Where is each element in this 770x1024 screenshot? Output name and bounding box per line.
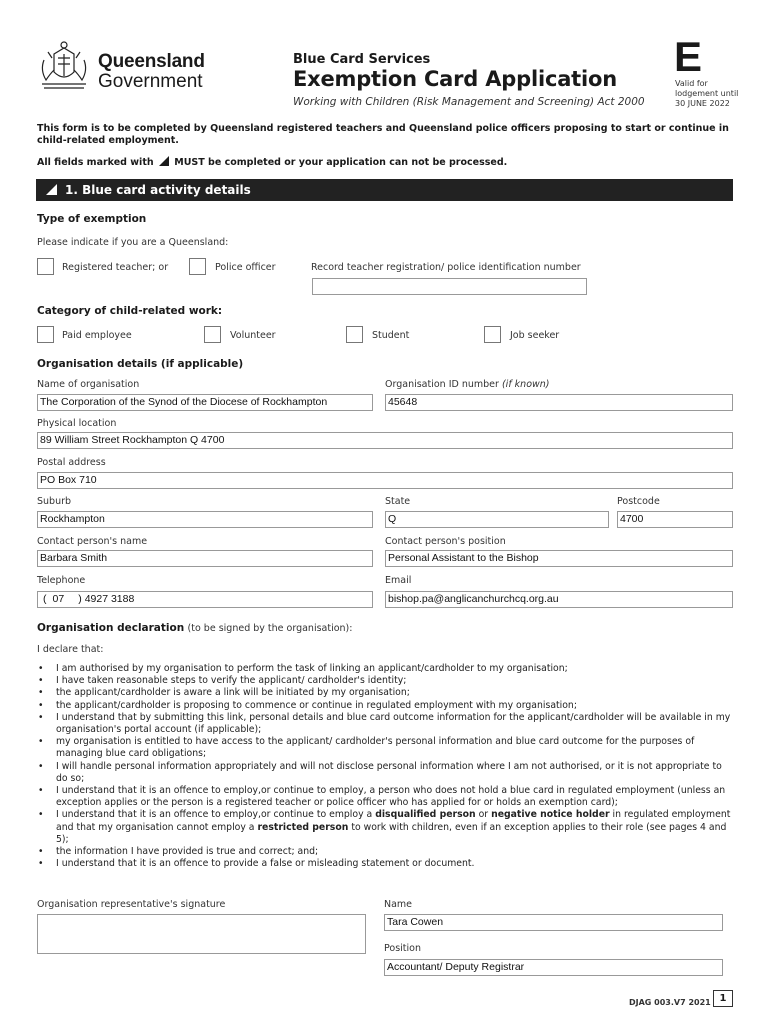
paid-employee-label: Paid employee: [62, 330, 132, 341]
telephone-label: Telephone: [37, 575, 86, 586]
valid-until: Valid for lodgement until 30 JUNE 2022: [675, 79, 739, 108]
item9-text-e: in regulated employment and that my organisation cannot employ a: [56, 809, 731, 833]
rep-position-input[interactable]: Accountant/ Deputy Registrar: [384, 959, 723, 976]
registration-label: Record teacher registration/ police identification number: [311, 262, 581, 273]
item9-text-a: I understand that it is an offence to employ,or continue to employ a: [56, 809, 376, 821]
mandatory-marker-icon: [46, 184, 57, 195]
list-item: • I understand that it is an offence to employ,or continue to employ, a person who does not hold a blue card in regulated employment (unless an exception applies or the person is a registered teacher or police officer who has applied for or holds an exemption card);: [36, 785, 736, 809]
coat-of-arms-icon: [36, 40, 92, 96]
state-input[interactable]: Q: [385, 511, 609, 528]
page-title: Exemption Card Application: [293, 67, 618, 91]
org-id-label: [385, 379, 550, 390]
mandatory-prefix: All fields marked with: [37, 157, 154, 168]
item9-bold-d: negative notice holder: [491, 809, 610, 821]
email-label: Email: [385, 575, 412, 586]
intro-text: This form is to be completed by Queensland registered teachers and Queensland police officers proposing to start or continue in child-related employment.: [37, 123, 729, 146]
exemption-heading: Type of exemption: [37, 213, 147, 225]
exemption-prompt: Please indicate if you are a Queensland:: [37, 237, 229, 248]
list-item: [36, 809, 736, 846]
declaration-heading: [37, 622, 352, 634]
suburb-input[interactable]: Rockhampton: [37, 511, 373, 528]
list-item: • the applicant/cardholder is aware a link will be initiated by my organisation;: [36, 687, 736, 699]
contact-name-label: Contact person's name: [37, 536, 148, 547]
contact-position-label: Contact person's position: [385, 536, 506, 547]
list-item: • I understand that it is an offence to provide a false or misleading statement or document.: [36, 858, 736, 870]
item9-bold-f: restricted person: [257, 821, 349, 833]
category-heading: Category of child-related work:: [37, 305, 223, 317]
mandatory-marker-icon: [159, 156, 169, 166]
telephone-input[interactable]: [37, 591, 373, 608]
list-item: • the information I have provided is true and correct; and;: [36, 846, 736, 858]
mandatory-suffix: MUST be completed or your application can not be processed.: [174, 157, 508, 168]
email-input[interactable]: bishop.pa@anglicanchurchcq.org.au: [385, 591, 733, 608]
teacher-label: Registered teacher; or: [62, 262, 169, 273]
declaration-title: Organisation declaration: [37, 622, 185, 634]
state-label: State: [385, 496, 411, 507]
student-label: Student: [372, 330, 410, 341]
org-name-input[interactable]: The Corporation of the Synod of the Diocese of Rockhampton: [37, 394, 373, 411]
list-item: • I understand that by submitting this link, personal details and blue card outcome information for the applicant/cardholder will be available in my organisation's portal account (if applicable);: [36, 712, 736, 736]
mandatory-note: [37, 156, 507, 168]
item9-text-c: or: [475, 809, 492, 821]
telephone-area-close: ): [78, 593, 82, 605]
rep-position-label: Position: [384, 943, 421, 954]
list-item: • I am authorised by my organisation to perform the task of linking an applicant/cardholder to my organisation;: [36, 663, 736, 675]
postal-address-label: Postal address: [37, 457, 106, 468]
org-id-label-suffix: (if known): [501, 379, 550, 390]
paid-employee-checkbox[interactable]: [37, 326, 54, 343]
logo-line2: Government: [98, 71, 203, 92]
declaration-subtitle: (to be signed by the organisation):: [187, 623, 353, 634]
physical-location-label: Physical location: [37, 418, 117, 429]
teacher-checkbox[interactable]: [37, 258, 54, 275]
contact-position-input[interactable]: Personal Assistant to the Bishop: [385, 550, 733, 567]
signature-label: Organisation representative's signature: [37, 899, 226, 910]
postcode-label: Postcode: [617, 496, 660, 507]
section-title: 1. Blue card activity details: [65, 183, 251, 197]
police-label: Police officer: [215, 262, 276, 273]
suburb-label: Suburb: [37, 496, 72, 507]
item9-text-g: to work with children, even if an exception applies to their role (see pages 4 and 5);: [56, 821, 727, 845]
student-checkbox[interactable]: [346, 326, 363, 343]
job-seeker-label: Job seeker: [510, 330, 560, 341]
telephone-area-open: (: [43, 593, 47, 605]
org-name-label: Name of organisation: [37, 379, 140, 390]
signature-box[interactable]: [37, 914, 366, 954]
org-id-input[interactable]: 45648: [385, 394, 733, 411]
rep-name-input[interactable]: Tara Cowen: [384, 914, 723, 931]
org-id-label-main: Organisation ID number: [385, 379, 499, 390]
rep-name-label: Name: [384, 899, 413, 910]
service-name: Blue Card Services: [293, 52, 431, 67]
list-item: • my organisation is entitled to have access to the applicant/ cardholder's personal information and blue card outcome for the purposes of managing blue card obligations;: [36, 736, 736, 760]
telephone-number[interactable]: 4927 3188: [84, 593, 135, 605]
form-letter: E: [674, 33, 703, 80]
form-code: DJAG 003.V7 2021: [629, 998, 711, 1007]
volunteer-label: Volunteer: [230, 330, 276, 341]
telephone-area-code[interactable]: 07: [52, 593, 65, 605]
logo-line1: Queensland: [98, 51, 205, 72]
queensland-government-logo: [36, 40, 216, 96]
declaration-list: [36, 663, 736, 870]
job-seeker-checkbox[interactable]: [484, 326, 501, 343]
volunteer-checkbox[interactable]: [204, 326, 221, 343]
registration-input[interactable]: [312, 278, 587, 295]
contact-name-input[interactable]: Barbara Smith: [37, 550, 373, 567]
list-item: • I will handle personal information appropriately and will not disclose personal information where I am not authorised, or it is not appropriate to do so;: [36, 761, 736, 785]
act-reference: Working with Children (Risk Management and Screening) Act 2000: [293, 96, 645, 108]
postal-address-input[interactable]: PO Box 710: [37, 472, 733, 489]
physical-location-input[interactable]: 89 William Street Rockhampton Q 4700: [37, 432, 733, 449]
list-item: • I have taken reasonable steps to verify the applicant/ cardholder's identity;: [36, 675, 736, 687]
item9-bold-b: disqualified person: [375, 809, 476, 821]
page-number: 1: [713, 990, 733, 1007]
declaration-intro: I declare that:: [37, 644, 104, 655]
police-checkbox[interactable]: [189, 258, 206, 275]
section-header: [36, 179, 733, 201]
postcode-input[interactable]: 4700: [617, 511, 733, 528]
list-item: • the applicant/cardholder is proposing to commence or continue in regulated employment with my organisation;: [36, 700, 736, 712]
organisation-heading: Organisation details (if applicable): [37, 358, 244, 370]
